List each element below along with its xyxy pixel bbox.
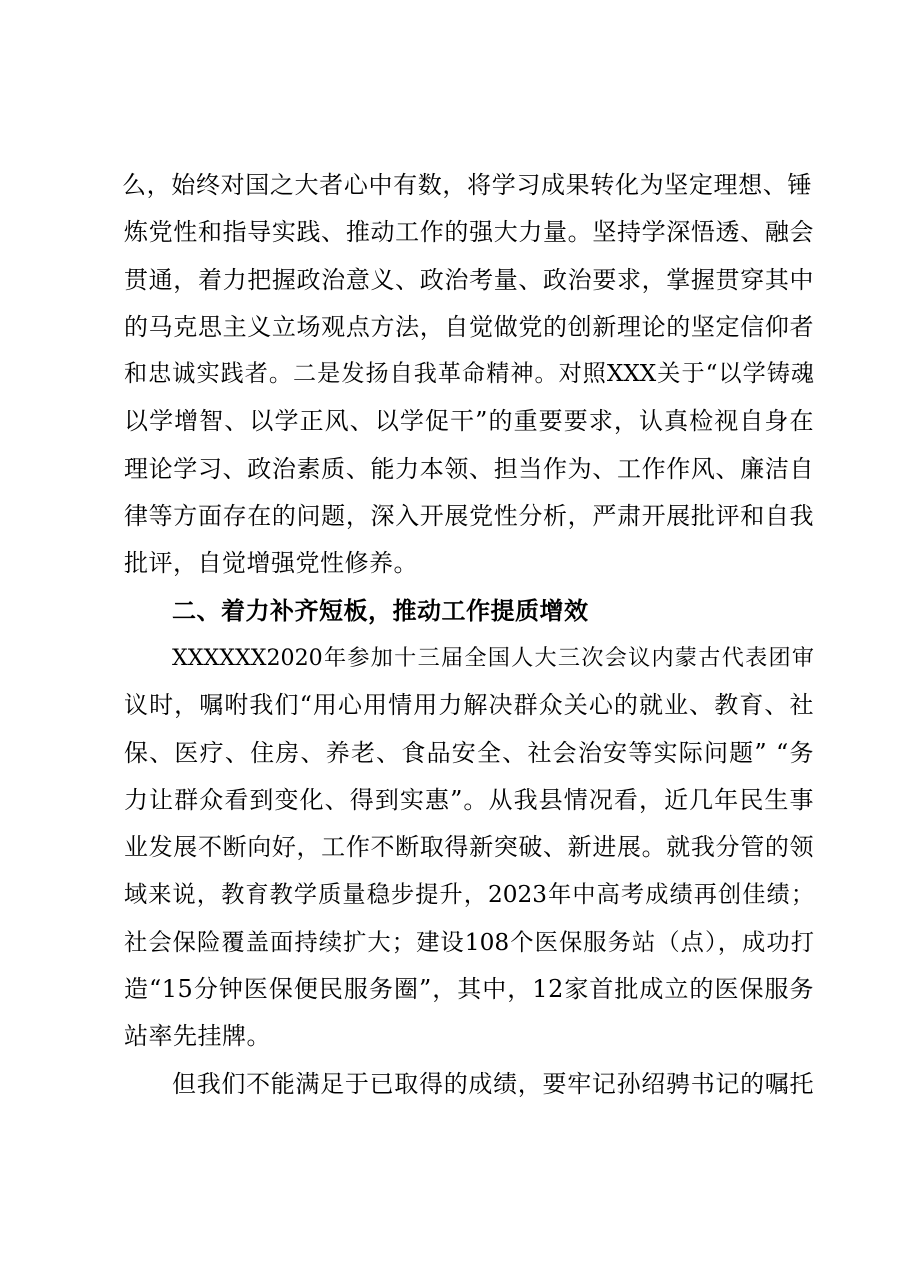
body-line: 和忠诚实践者。二是发扬自我革命精神。对照XXX关于“以学铸魂 [124, 361, 814, 388]
body-line: 力让群众看到变化、得到实惠”。从我县情况看，近几年民生事 [124, 785, 814, 814]
body-line: 理论学习、政治素质、能力本领、担当作为、工作作风、廉洁自 [124, 454, 814, 483]
body-line: 批评，自觉增强党性修养。 [124, 549, 418, 578]
body-line: 律等方面存在的问题，深入开展党性分析，严肃开展批评和自我 [124, 502, 814, 531]
body-line: 的马克思主义立场观点方法，自觉做党的创新理论的坚定信仰者 [124, 312, 814, 341]
body-line: 域来说，教育教学质量稳步提升，2023年中高考成绩再创佳绩； [124, 881, 814, 909]
body-line: 以学增智、以学正风、以学促干”的重要要求，认真检视自身在 [124, 407, 814, 436]
body-line: 站率先挂牌。 [124, 1022, 271, 1051]
body-line: 么，始终对国之大者心中有数，将学习成果转化为坚定理想、锤 [122, 171, 812, 199]
body-line: 但我们不能满足于已取得的成绩，要牢记孙绍骋书记的嘱托 [172, 1069, 814, 1098]
body-line: 保、医疗、住房、养老、食品安全、社会治安等实际问题” “务 [124, 738, 814, 767]
section-heading: 二、着力补齐短板，推动工作提质增效 [172, 596, 589, 625]
body-line: 社会保险覆盖面持续扩大；建设108个医保服务站（点），成功打 [124, 928, 814, 956]
document-body [124, 162, 814, 1108]
body-line: 造“15分钟医保便民服务圈”，其中，12家首批成立的医保服务 [124, 975, 814, 1004]
body-line: 炼党性和指导实践、推动工作的强大力量。坚持学深悟透、融会 [124, 218, 814, 247]
body-line: 议时，嘱咐我们“用心用情用力解决群众关心的就业、教育、社 [124, 691, 814, 720]
body-line: 贯通，着力把握政治意义、政治考量、政治要求，掌握贯穿其中 [124, 265, 814, 294]
body-line: 业发展不断向好，工作不断取得新突破、新进展。就我分管的领 [124, 833, 814, 862]
body-line: XXXXXX2020年参加十三届全国人大三次会议内蒙古代表团审 [172, 644, 814, 671]
